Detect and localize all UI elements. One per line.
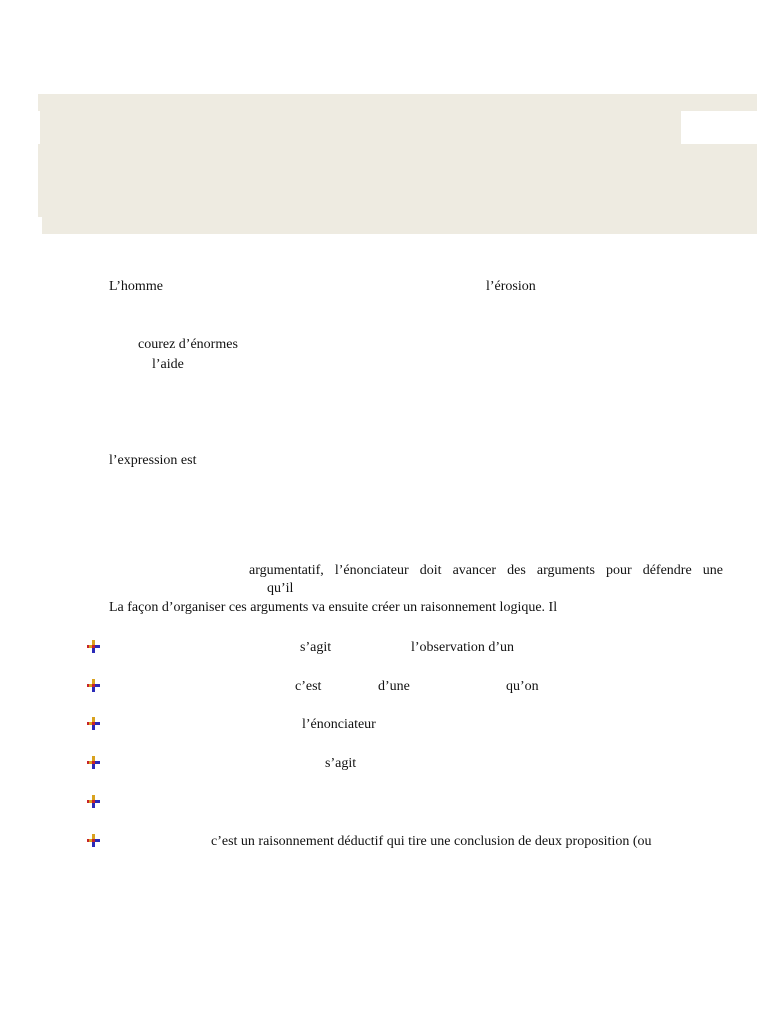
bullet-text: c’est (295, 679, 322, 694)
word: avancer (452, 563, 497, 578)
paragraph-text: La façon d’organiser ces arguments va ensuite créer un raisonnement logique. Il (109, 600, 558, 615)
bullet-text: qu’on (506, 679, 539, 694)
bullet-text: s’agit (325, 756, 357, 771)
paragraph-text: l’érosion (486, 279, 536, 294)
word: pour (605, 563, 632, 578)
arrow-cross-bullet-icon (86, 755, 102, 771)
word: des (507, 563, 526, 578)
arrow-cross-bullet-icon (86, 833, 102, 849)
bullet-text: c’est un raisonnement déductif qui tire une conclusion de deux proposition (ou (211, 834, 652, 849)
paragraph-text: l’aide (152, 357, 184, 372)
header-notch (681, 111, 757, 144)
header-notch (38, 217, 42, 234)
bullet-text: d’une (378, 679, 410, 694)
arrow-cross-bullet-icon (86, 716, 102, 732)
word: défendre (642, 563, 692, 578)
paragraph-text: L’homme (109, 279, 163, 294)
bullet-text: l’énonciateur (302, 717, 376, 732)
bullet-text: s’agit (300, 640, 332, 655)
paragraph-text: qu’il (267, 581, 294, 596)
bullet-text: l’observation d’un (411, 640, 515, 655)
arrow-cross-bullet-icon (86, 794, 102, 810)
arrow-cross-bullet-icon (86, 678, 102, 694)
paragraph-text: l’expression est (109, 453, 197, 468)
header-notch (38, 111, 40, 144)
paragraph-text: courez d’énormes (138, 337, 238, 352)
arrow-cross-bullet-icon (86, 639, 102, 655)
word: une (702, 563, 723, 578)
word: doit (419, 563, 442, 578)
word: argumentatif, (249, 563, 324, 578)
word: l’énonciateur (334, 563, 409, 578)
header-banner (38, 94, 757, 234)
paragraph-line (249, 563, 723, 579)
word: arguments (536, 563, 595, 578)
